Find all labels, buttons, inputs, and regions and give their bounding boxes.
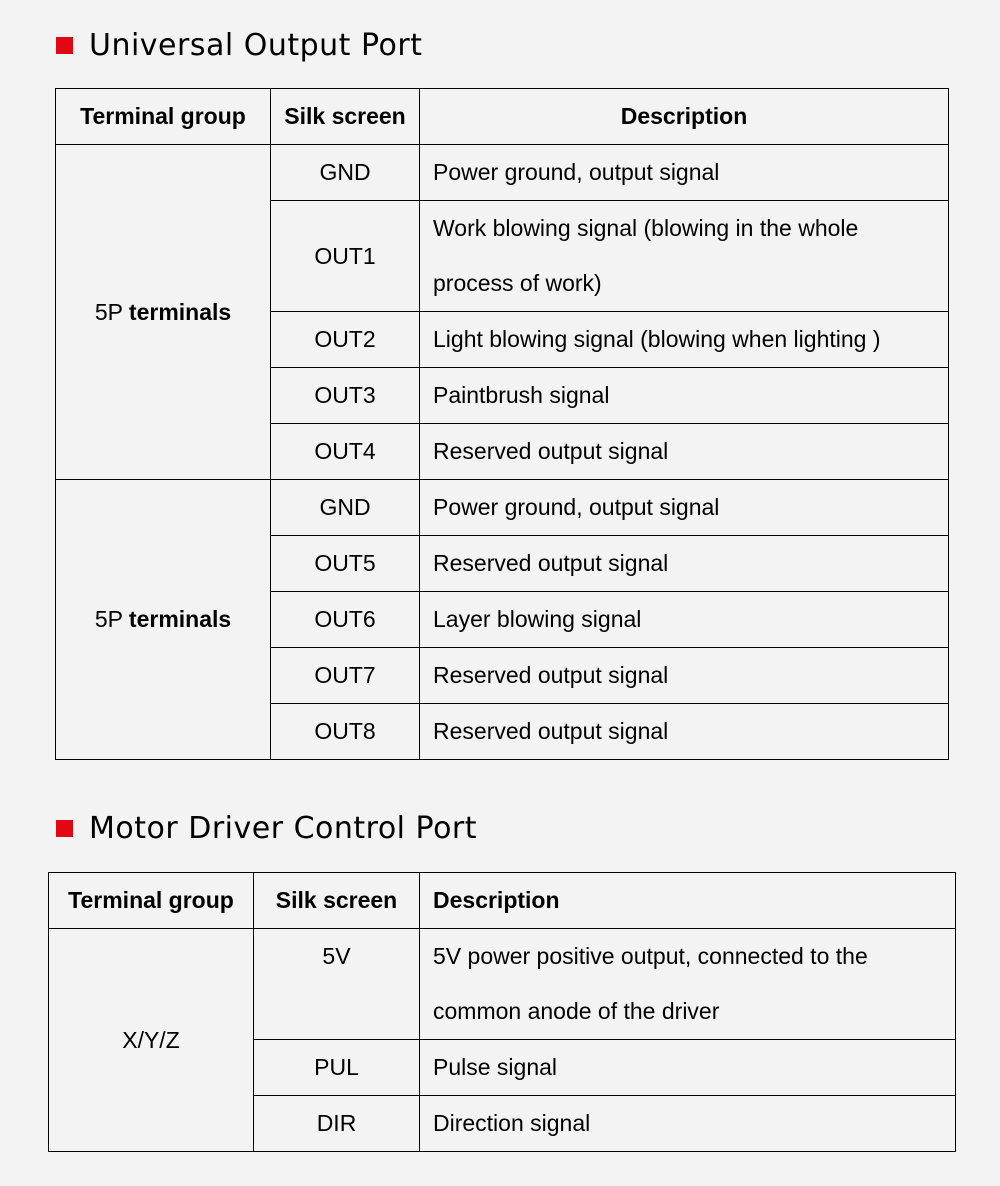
silk-cell: GND [271,480,420,536]
terminal-group-cell: 5P terminals [56,145,271,480]
description-cell: Reserved output signal [420,704,949,760]
table-row [56,145,949,201]
description-cell: Power ground, output signal [420,145,949,201]
silk-cell: PUL [254,1040,420,1096]
section-title-text: Universal Output Port [89,28,423,63]
header-silk-screen: Silk screen [254,873,420,929]
header-description: Description [420,89,949,145]
description-cell: Reserved output signal [420,648,949,704]
silk-cell: 5V [254,929,420,1040]
silk-cell: OUT3 [271,368,420,424]
section-title-text: Motor Driver Control Port [89,811,478,846]
silk-cell: GND [271,145,420,201]
motor-driver-table [48,872,956,1152]
silk-cell: OUT7 [271,648,420,704]
description-cell: Pulse signal [420,1040,956,1096]
description-cell: Reserved output signal [420,536,949,592]
silk-cell: OUT5 [271,536,420,592]
header-silk-screen: Silk screen [271,89,420,145]
description-cell: 5V power positive output, connected to the common anode of the driver [420,929,956,1040]
silk-cell: OUT8 [271,704,420,760]
table-row [56,480,949,536]
description-cell: Reserved output signal [420,424,949,480]
description-cell: Light blowing signal (blowing when lighting ) [420,312,949,368]
header-description: Description [420,873,956,929]
table-row [49,929,956,1040]
section-title-universal-output [56,28,422,63]
universal-output-table [55,88,949,760]
header-terminal-group: Terminal group [56,89,271,145]
description-cell: Layer blowing signal [420,592,949,648]
description-cell: Direction signal [420,1096,956,1152]
header-terminal-group: Terminal group [49,873,254,929]
description-cell: Paintbrush signal [420,368,949,424]
red-square-bullet-icon [56,820,73,837]
table-header-row [49,873,956,929]
section-title-motor-driver [56,811,477,846]
description-cell: Work blowing signal (blowing in the whole process of work) [420,201,949,312]
terminal-group-cell: 5P terminals [56,480,271,760]
silk-cell: DIR [254,1096,420,1152]
description-cell: Power ground, output signal [420,480,949,536]
silk-cell: OUT2 [271,312,420,368]
terminal-group-cell: X/Y/Z [49,929,254,1152]
silk-cell: OUT6 [271,592,420,648]
silk-cell: OUT1 [271,201,420,312]
silk-cell: OUT4 [271,424,420,480]
table-header-row [56,89,949,145]
red-square-bullet-icon [56,37,73,54]
